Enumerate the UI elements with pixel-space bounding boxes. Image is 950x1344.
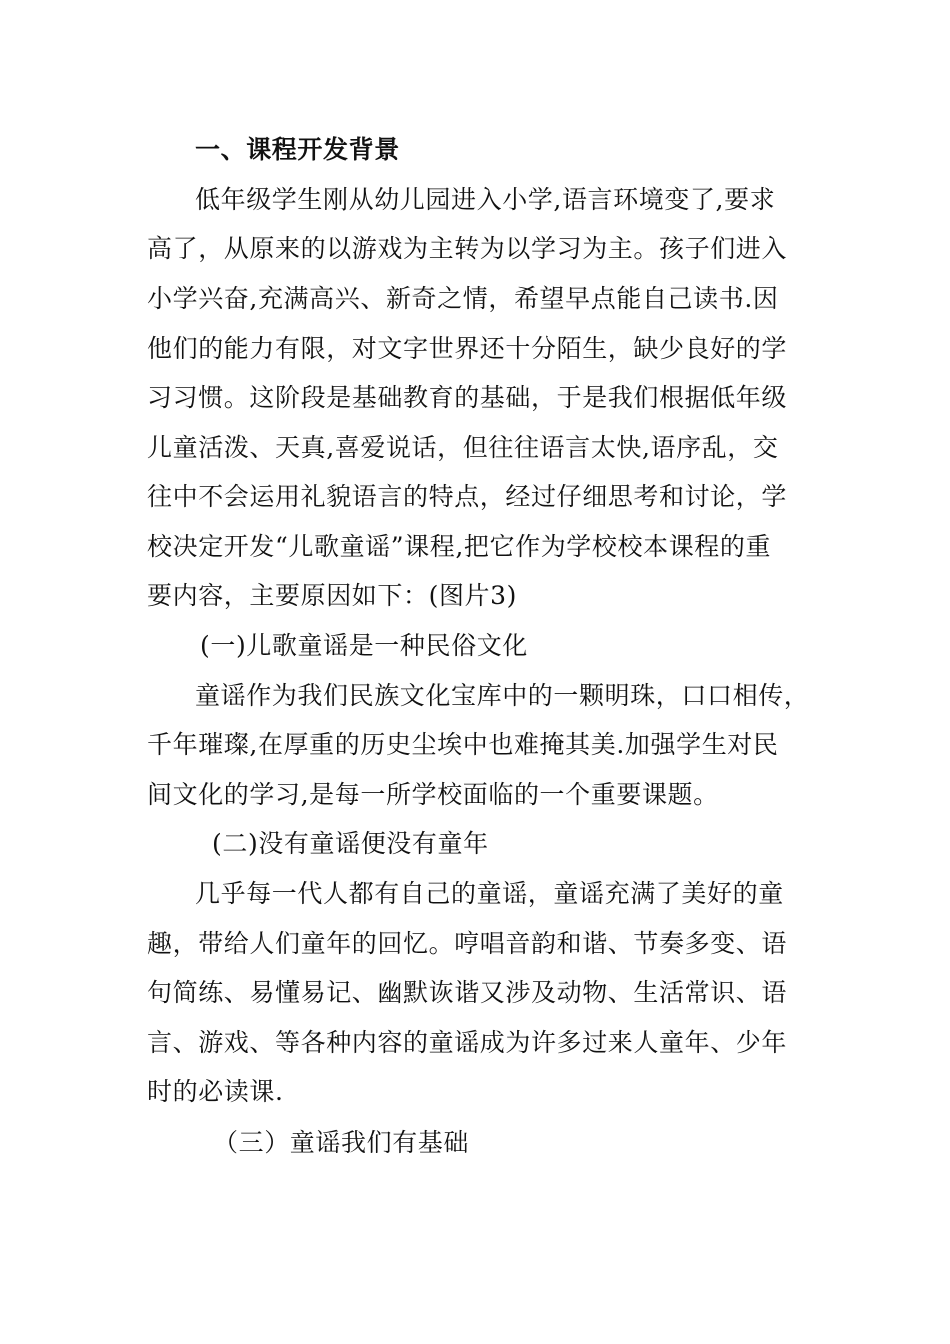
paragraph-line: 他们的能力有限，对文字世界还十分陌生，缺少良好的学 xyxy=(147,334,788,363)
section-heading: 一、课程开发背景 xyxy=(195,135,400,164)
paragraph-line: 校决定开发“儿歌童谣”课程,把它作为学校校本课程的重 xyxy=(147,532,772,561)
paragraph-line: 习习惯。这阶段是基础教育的基础，于是我们根据低年级 xyxy=(147,383,788,412)
paragraph-line: 高了，从原来的以游戏为主转为以学习为主。孩子们进入 xyxy=(147,234,788,263)
paragraph-line: 时的必读课. xyxy=(147,1077,284,1106)
paragraph-line: 低年级学生刚从幼儿园进入小学,语言环境变了,要求 xyxy=(195,185,776,214)
paragraph-line: 往中不会运用礼貌语言的特点，经过仔细思考和讨论，学 xyxy=(147,482,788,511)
paragraph-line: 童谣作为我们民族文化宝库中的一颗明珠，口口相传， xyxy=(195,681,810,710)
subsection-title-3: （三）童谣我们有基础 xyxy=(213,1128,470,1157)
paragraph-line: 句简练、易懂易记、幽默诙谐又涉及动物、生活常识、语 xyxy=(147,978,788,1007)
paragraph-line: 儿童活泼、天真,喜爱说话，但往往语言太快,语序乱，交 xyxy=(147,433,779,462)
paragraph-line: 几乎每一代人都有自己的童谣，童谣充满了美好的童 xyxy=(195,879,784,908)
paragraph-line: 间文化的学习,是每一所学校面临的一个重要课题。 xyxy=(147,780,719,809)
paragraph-line: 小学兴奋,充满高兴、新奇之情，希望早点能自己读书.因 xyxy=(147,284,779,313)
paragraph-line: 言、游戏、等各种内容的童谣成为许多过来人童年、少年 xyxy=(147,1028,788,1057)
paragraph-line: 要内容，主要原因如下：(图片3) xyxy=(147,581,518,610)
paragraph-line: 趣，带给人们童年的回忆。哼唱音韵和谐、节奏多变、语 xyxy=(147,929,788,958)
subsection-title-1: (一)儿歌童谣是一种民俗文化 xyxy=(200,631,528,660)
paragraph-line: 千年璀璨,在厚重的历史尘埃中也难掩其美.加强学生对民 xyxy=(147,730,779,759)
subsection-title-2: (二)没有童谣便没有童年 xyxy=(212,829,489,858)
